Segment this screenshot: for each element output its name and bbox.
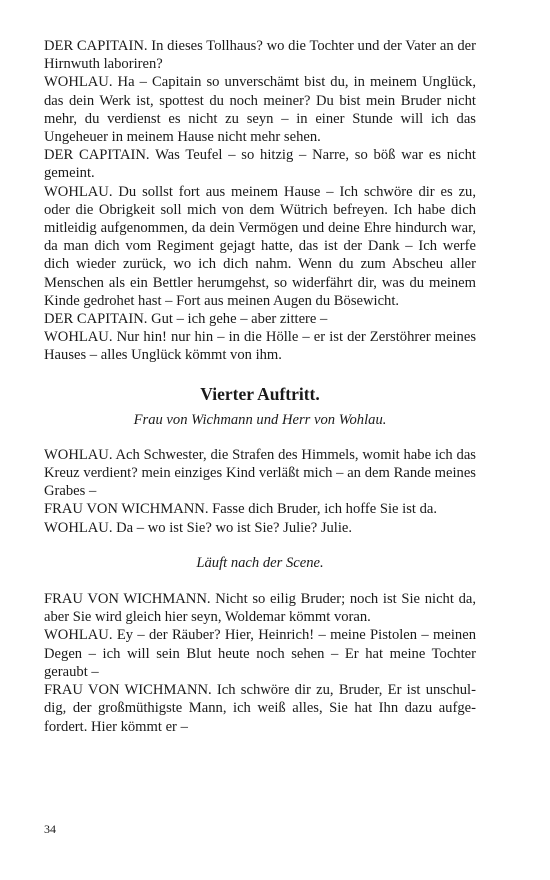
dialogue-paragraph: DER CAPITAIN. Gut – ich gehe – aber zittere – (44, 311, 328, 328)
dialogue-paragraph: FRAU VON WICHMANN. Fasse dich Bruder, ich hoffe Sie ist da. (44, 501, 438, 518)
dialogue-paragraph: WOHLAU. Ey – der Räuber? Hier, Heinrich! – meine Pistolen – meinen Degen – ich will sein Blut heute noch sehen – Er hat meine Tochter geraubt – (44, 627, 476, 680)
dialogue-paragraph: WOHLAU. Da – wo ist Sie? wo ist Sie? Julie? Julie. (44, 519, 353, 536)
page-body (44, 37, 476, 736)
dialogue-paragraph: WOHLAU. Nur hin! nur hin – in die Hölle – er ist der Zerstöhrer meines Hauses – alles Unglück kömmt von ihm. (44, 329, 476, 364)
dialogue-paragraph: WOHLAU. Du sollst fort aus meinem Hause – Ich schwöre dir es zu, oder die Obrigkeit soll mich von dem Wütrich befreyen. Ich habe dich mitleidig aufgenommen, da dein Vermögen und deine Ehre hindurch war, da man dich vom Regiment gejagt hatte, das ist der Dank – Ich werfe dich wieder zurück, wo ich dich nahm. Wenn du zum Abscheu aller Menschen als ein Bettler herumgehst, so widerfährt dir, was du meinem Kinde gedrohet hast – Fort aus meinen Augen du Bösewicht. (44, 183, 476, 309)
page-number: 34 (44, 822, 56, 836)
dialogue-paragraph: WOHLAU. Ha – Capitain so unverschämt bist du, in meinem Unglück, das dein Werk ist, spottest du noch meiner? Du bist mein Bruder nicht mehr, du verdienst es nicht zu seyn – in einer Stunde will ich das Ungeheuer in meinem Hause nicht mehr sehen. (44, 74, 476, 146)
dialogue-paragraph: DER CAPITAIN. In dieses Tollhaus? wo die Tochter und der Vater an der Hirnwuth laboriren? (44, 38, 476, 73)
dialogue-paragraph: FRAU VON WICHMANN. Nicht so eilig Bruder; noch ist Sie nicht da, aber Sie wird gleich hier seyn, Woldemar kömmt voran. (44, 591, 476, 626)
dialogue-paragraph: FRAU VON WICHMANN. Ich schwöre dir zu, Bruder, Er ist unschuldig, der großmüthigste Mann, ich weiß alles, Sie hat Ihn dazu aufgefordert. Hier kömmt er – (44, 682, 476, 735)
stage-direction: Läuft nach der Scene. (196, 554, 324, 571)
scene-characters: Frau von Wichmann und Herr von Wohlau. (133, 411, 387, 428)
dialogue-paragraph: DER CAPITAIN. Was Teufel – so hitzig – Narre, so böß war es nicht gemeint. (44, 147, 476, 182)
scene-heading: Vierter Auftritt. (200, 383, 320, 404)
dialogue-paragraph: WOHLAU. Ach Schwester, die Strafen des Himmels, womit habe ich das Kreuz verdient? mein einziges Kind verläßt mich – an dem Rande meines Grabes – (44, 446, 476, 500)
